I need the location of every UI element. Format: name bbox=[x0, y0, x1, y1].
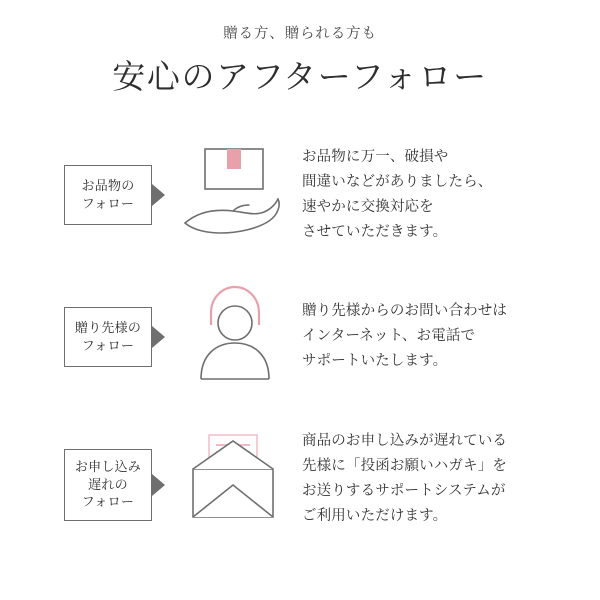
chip-arrow-icon bbox=[152, 184, 165, 206]
chip-line-1: 贈り先様の bbox=[74, 320, 142, 336]
envelope-letter-icon bbox=[174, 429, 292, 529]
copy-line: サポートいたします。 bbox=[302, 353, 448, 370]
chip-line-2: フォロー bbox=[81, 337, 135, 353]
chip-text bbox=[64, 165, 152, 225]
chip-line-3: フォロー bbox=[81, 494, 135, 510]
section-item bbox=[0, 266, 600, 408]
copy-line: ご利用いただけます。 bbox=[302, 507, 448, 524]
copy-line: お送りするサポートシステムが bbox=[302, 482, 506, 499]
chip-text bbox=[64, 307, 152, 367]
copy-line: 商品のお申し込みが遅れている bbox=[302, 432, 508, 449]
section-label-chip bbox=[64, 449, 160, 509]
copy-line: お品物に万一、破損や bbox=[302, 148, 449, 165]
chip-arrow-icon bbox=[152, 326, 165, 348]
chip-arrow-icon bbox=[152, 474, 165, 496]
page-header bbox=[0, 0, 600, 98]
section-label-chip bbox=[64, 165, 160, 225]
page-title: 安心のアフターフォロー bbox=[112, 58, 488, 96]
chip-line-2: フォロー bbox=[81, 195, 135, 211]
section-item bbox=[0, 408, 600, 550]
chip-text bbox=[64, 449, 152, 521]
chip-line-1: お申し込み bbox=[74, 459, 142, 475]
package-on-hand-icon bbox=[174, 141, 292, 249]
copy-line: インターネット、お電話で bbox=[302, 328, 476, 345]
section-label-chip bbox=[64, 307, 160, 367]
sections-list bbox=[0, 124, 600, 550]
section-item bbox=[0, 124, 600, 266]
chip-line-1: お品物の bbox=[81, 178, 135, 194]
copy-line: 間違いなどがありましたら、 bbox=[302, 173, 493, 190]
copy-line: 先様に「投函お願いハガキ」を bbox=[302, 457, 508, 474]
copy-line: 贈り先様からのお問い合わせは bbox=[302, 303, 508, 320]
footer-spacer bbox=[0, 582, 600, 600]
section-body-text bbox=[302, 429, 566, 529]
section-body-text bbox=[302, 145, 566, 245]
person-icon bbox=[174, 283, 292, 391]
header-eyebrow: 贈る方、贈られる方も bbox=[223, 26, 377, 42]
copy-line: 速やかに交換対応を bbox=[302, 198, 434, 215]
chip-line-2: 遅れの bbox=[88, 476, 128, 492]
copy-line: させていただきます。 bbox=[302, 223, 448, 240]
section-body-text bbox=[302, 299, 566, 374]
